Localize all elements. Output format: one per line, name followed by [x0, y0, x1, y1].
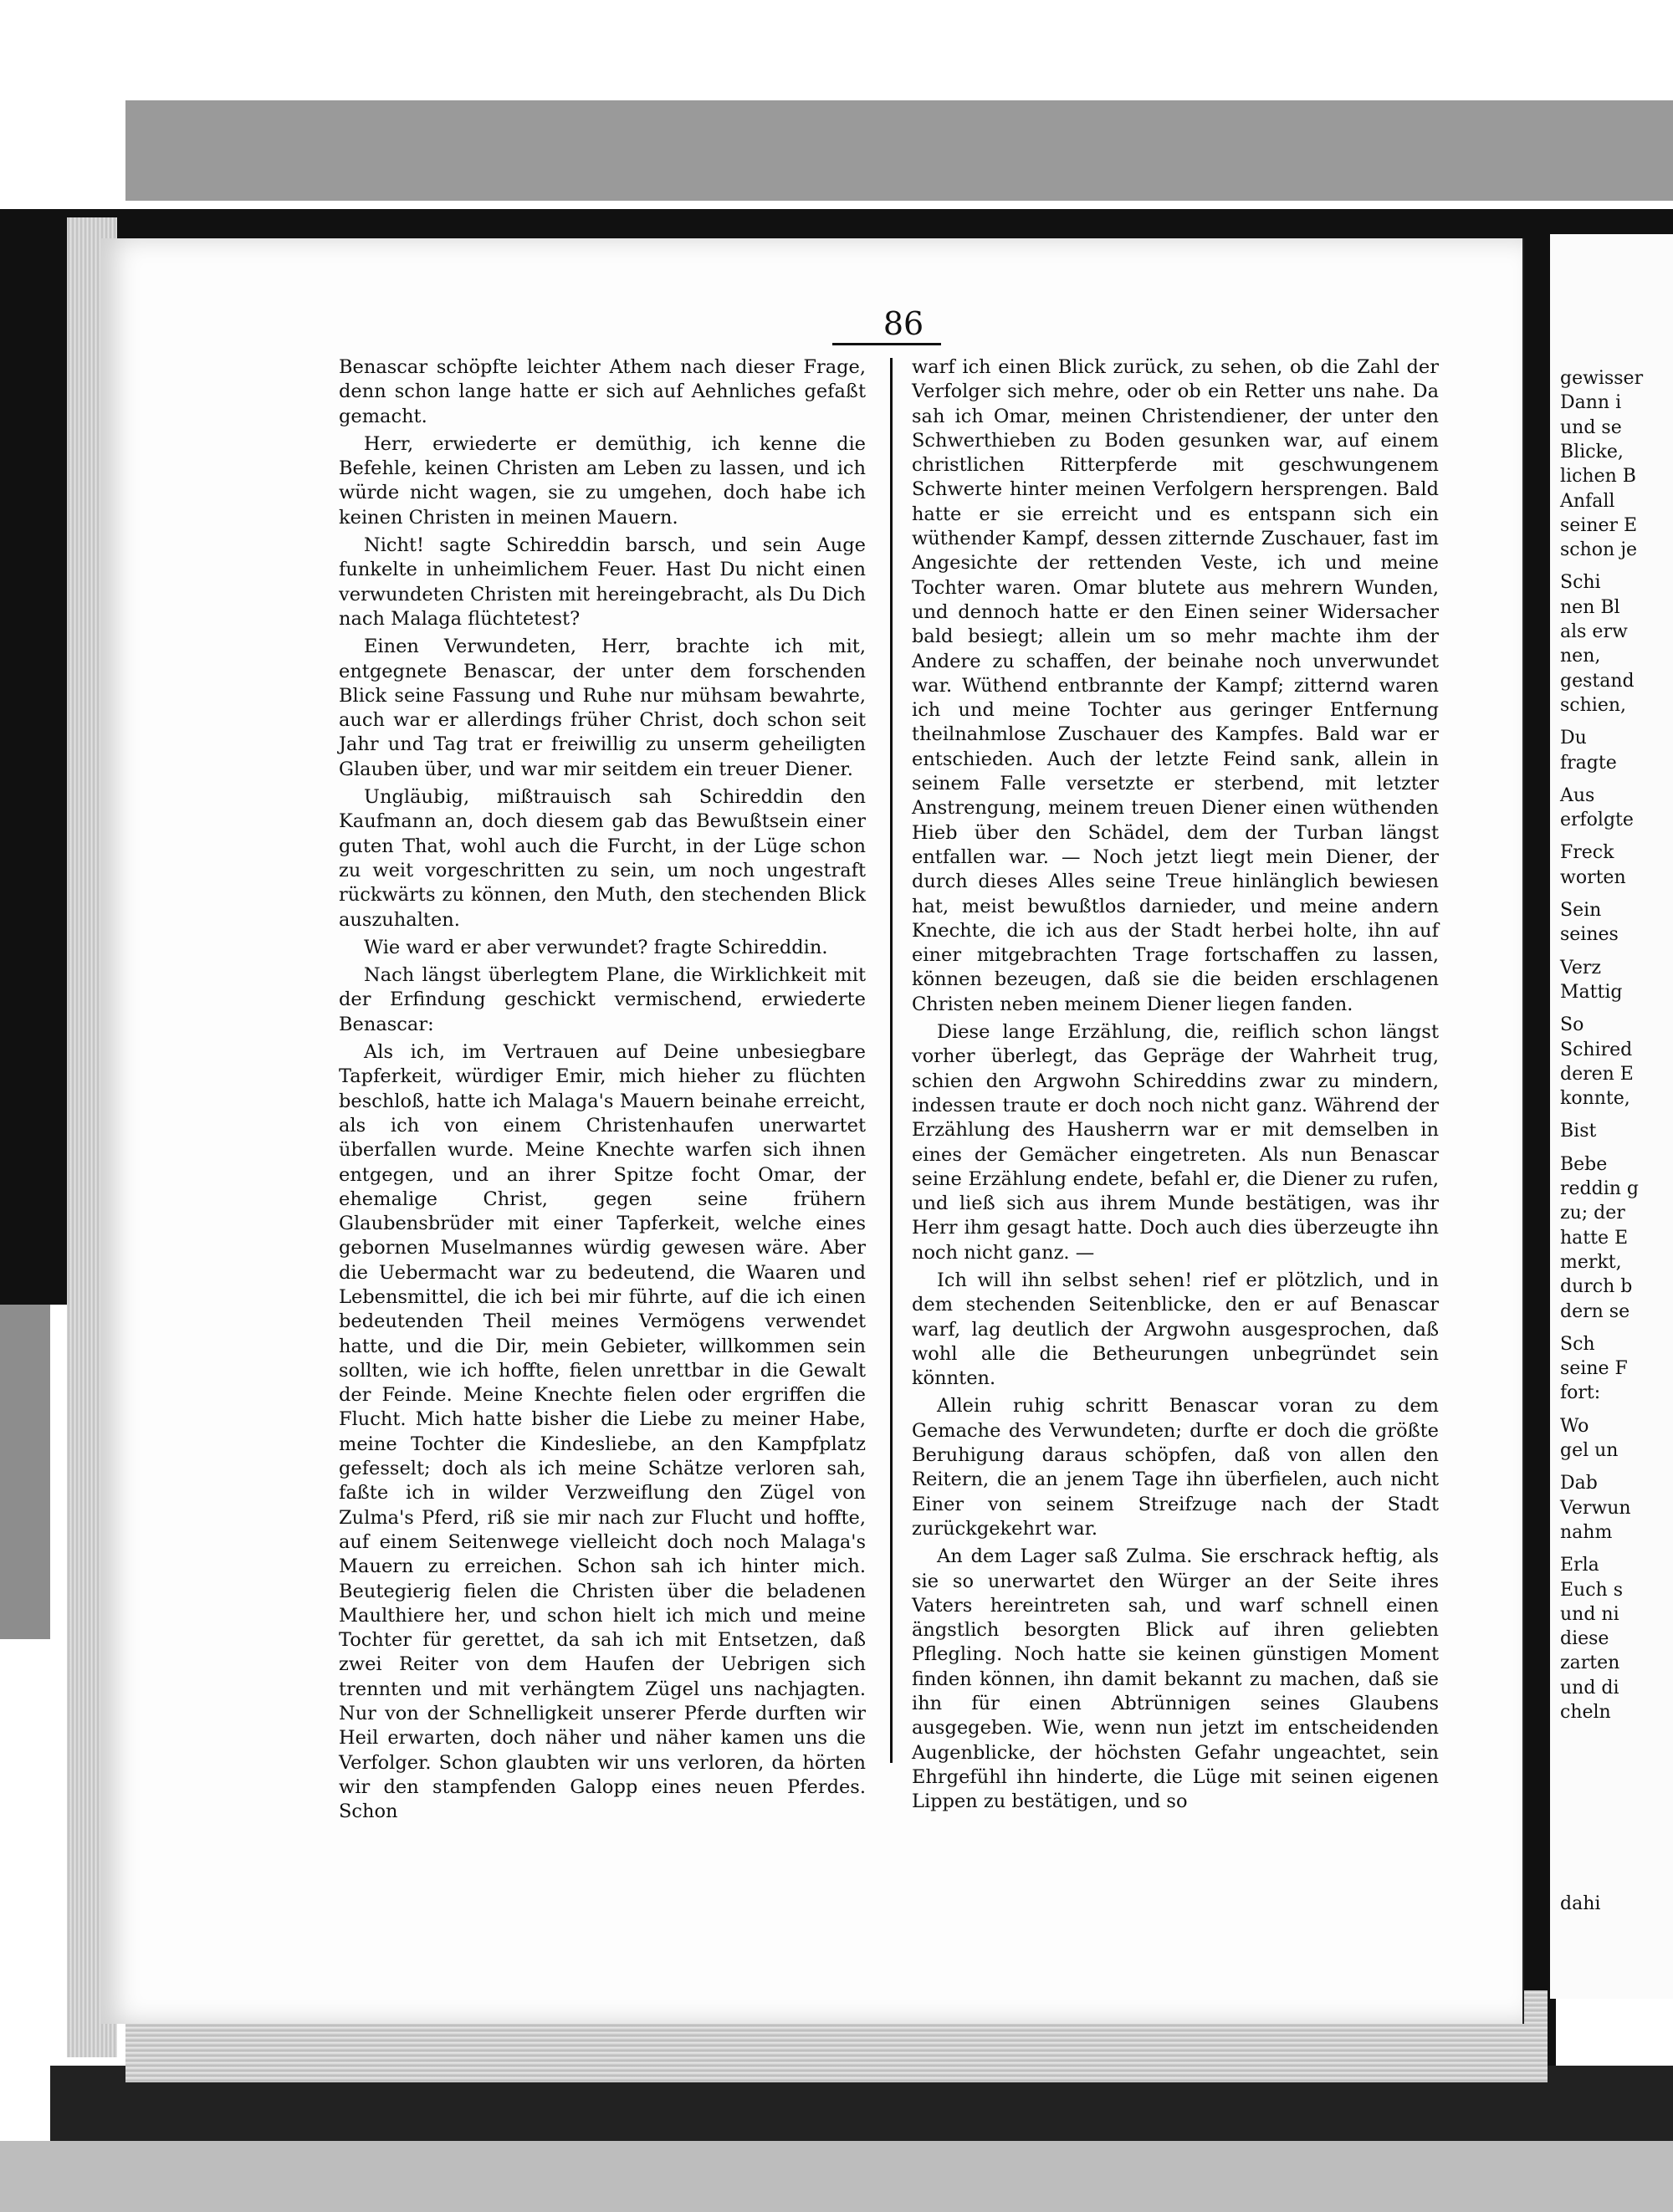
- facing-page-fragment: [1548, 234, 1673, 1999]
- column-divider: [890, 358, 893, 1763]
- facing-page-line-fragment: als erw: [1560, 621, 1628, 642]
- facing-page-line-fragment: zarten: [1560, 1653, 1620, 1674]
- facing-page-line-fragment: Dann i: [1560, 392, 1622, 414]
- facing-page-line-fragment: schien,: [1560, 694, 1626, 716]
- facing-page-line-fragment: Dab: [1560, 1473, 1598, 1494]
- facing-page-line-fragment: seine F: [1560, 1358, 1628, 1380]
- facing-page-line-fragment: Verz: [1560, 957, 1601, 978]
- facing-page-line-fragment: Du: [1560, 728, 1587, 749]
- facing-page-line-fragment: Schired: [1560, 1039, 1633, 1060]
- facing-page-line-fragment: durch b: [1560, 1276, 1633, 1298]
- facing-page-line-fragment: gewisser: [1560, 368, 1644, 389]
- facing-page-line-fragment: Sein: [1560, 900, 1602, 921]
- facing-page-line-fragment: lichen B: [1560, 466, 1636, 488]
- paragraph: Einen Verwundeten, Herr, brachte ich mit, entgegnete Benascar, der unter dem forschenden Blick seine Fassung und Ruhe nur mühsam bewahrte, auch war er allerdings früher Christ, doch schon seit Jahr und Tag trat er freiwillig zu unserm geheiligten Glauben über, und war mir seitdem ein treuer Diener.: [339, 636, 866, 780]
- paragraph: Herr, erwiederte er demüthig, ich kenne die Befehle, keinen Christen am Leben zu lassen, und ich würde nicht wagen, sie zu umgehen, doch habe ich keinen Christen in meinen Mauern.: [339, 432, 866, 529]
- facing-page-line-fragment: diese: [1560, 1628, 1609, 1650]
- facing-page-line-fragment: dern se: [1560, 1300, 1630, 1322]
- scan-shadow-top: [125, 100, 1673, 201]
- paragraph: Ich will ihn selbst sehen! rief er plötzlich, und in dem stechenden Seitenblicke, den er auf Benascar warf, lag deutlich der Argwohn ausgesprochen, daß wohl alle die Betheurungen unbegründet sein könnten.: [912, 1269, 1439, 1390]
- facing-page-line-fragment: cheln: [1560, 1702, 1611, 1723]
- facing-page-line-fragment: hatte E: [1560, 1227, 1629, 1249]
- facing-page-line-fragment: nen,: [1560, 646, 1601, 667]
- scan-background-top: [0, 0, 1673, 117]
- facing-page-line-fragment: nen Bl: [1560, 596, 1620, 618]
- facing-page-line-fragment: Mattig: [1560, 981, 1623, 1003]
- paragraph: An dem Lager saß Zulma. Sie erschrack heftig, als sie so unerwartet den Würger an der Seite ihres Vaters hereintreten sah, und warf schnell einen ängstlich besorgten Blick auf ihren geliebten Pflegling. Noch hatte sie keinen günstigen Moment finden können, ihn damit bekannt zu machen, daß sie ihn für einen Abtrünnigen seines Glaubens ausgegeben. Wie, wenn nun jetzt im entscheidenden Augenblicke, der höchsten Gefahr ungeachtet, sein Ehrgefühl ihn hinderte, die Lüge mit seinen eigenen Lippen zu bestätigen, und so: [912, 1545, 1439, 1813]
- facing-page-line-fragment: und di: [1560, 1677, 1619, 1699]
- facing-page-line-fragment: und ni: [1560, 1603, 1619, 1625]
- facing-page-line-fragment: Verwun: [1560, 1497, 1631, 1519]
- facing-page-line-fragment: Euch s: [1560, 1579, 1624, 1601]
- paragraph: Wie ward er aber verwundet? fragte Schireddin.: [364, 936, 828, 958]
- facing-page-line-fragment: deren E: [1560, 1063, 1634, 1085]
- facing-page-line-fragment: Aus: [1560, 784, 1595, 806]
- book-cover-left: [0, 209, 71, 1305]
- facing-page-line-fragment: Bebe: [1560, 1153, 1608, 1175]
- paragraph: Nicht! sagte Schireddin barsch, und sein Auge funkelte in unheimlichem Feuer. Hast Du nicht einen verwundeten Christen mit hereingebracht, als Du Dich nach Malaga flüchtetest?: [339, 534, 866, 630]
- facing-page-line-fragment: fragte: [1560, 752, 1617, 774]
- facing-page-line-fragment: merkt,: [1560, 1251, 1622, 1273]
- facing-page-line-fragment: Anfall: [1560, 490, 1615, 512]
- left-text-column: [339, 355, 866, 1828]
- paragraph: Benascar schöpfte leichter Athem nach dieser Frage, denn schon lange hatte er sich auf Aehnliches gefaßt gemacht.: [339, 356, 866, 427]
- facing-page-line-fragment: nahm: [1560, 1521, 1613, 1543]
- paragraph: Nach längst überlegtem Plane, die Wirklichkeit mit der Erfindung geschickt vermischend, erwiederte Benascar:: [339, 964, 866, 1035]
- right-text-column: [912, 355, 1439, 1818]
- facing-page-line-fragment: gel un: [1560, 1440, 1619, 1461]
- facing-page-line-fragment: fort:: [1560, 1382, 1601, 1404]
- facing-page-line-fragment: Sch: [1560, 1333, 1595, 1355]
- facing-page-line-fragment: seines: [1560, 924, 1619, 946]
- facing-page-line-fragment: und se: [1560, 416, 1622, 438]
- facing-page-line-fragment: So: [1560, 1014, 1584, 1036]
- facing-page-line-fragment: seiner E: [1560, 514, 1638, 536]
- facing-page-line-fragment: schon je: [1560, 539, 1638, 561]
- facing-page-line-fragment: gestand: [1560, 670, 1635, 692]
- paragraph: warf ich einen Blick zurück, zu sehen, ob die Zahl der Verfolger sich mehre, oder ob ein Retter uns nahe. Da sah ich Omar, meinen Christendiener, der unter den Schwerthieben zu Boden gesunken war, auf einem christlichen Ritterpferde mit geschwungenem Schwerte hinter meinen Verfolgern hersprengen. Bald hatte er sie erreicht und es entspann sich ein wüthender Kampf, dessen zitternde Zuschauer, fast im Angesichte der rettenden Veste, ich und meine Tochter waren. Omar blutete aus mehrern Wunden, und dennoch hatte er den Einen seiner Widersacher bald besiegt; allein um so mehr machte ihm der Andere zu schaffen, der beinahe noch unverwundet war. Wüthend entbrannte der Kampf; zitternd waren ich und meine Tochter aus geringer Entfernung theilnahmlose Zuschauer des Kampfes. Bald war er entschieden. Auch der letzte Feind sank, allein in seinem Falle versetzte er sterbend, mit letzter Anstrengung, meinem treuen Diener einen wüthenden Hieb über den Schädel, dem der Turban längst entfallen war. — Noch jetzt liegt mein Diener, der durch dieses Alles seine Treue hinlänglich bewiesen hat, meist bewußtlos darnieder, und meine andern Knechte, die ich aus der Stadt herbei holte, ihn auf einer mitgebrachten Trage fortschaffen zu lassen, können bezeugen, daß sie die beiden erschlagenen Christen neben meinem Diener liegen fanden.: [912, 356, 1439, 1015]
- paragraph: Allein ruhig schritt Benascar voran zu dem Gemache des Verwundeten; durfte er doch die größte Beruhigung daraus schöpfen, daß von allen den Reitern, die an jenem Tage ihn überfielen, auch nicht Einer von seinem Streifzuge nach der Stadt zurückgekehrt war.: [912, 1395, 1439, 1540]
- paragraph: Diese lange Erzählung, die, reiflich schon längst vorher überlegt, das Gepräge der Wahrheit trug, schien den Argwohn Schireddins zwar zu mindern, indessen traute er doch noch nicht ganz. Während der Erzählung des Hausherrn war er mit demselben in eines der Gemächer eingetreten. Als nun Benascar seine Erzählung endete, befahl er, die Diener zu rufen, und ließ sich aus ihrem Munde bestätigen, was ihr Herr ihm gesagt hatte. Doch auch dies überzeugte ihn noch nicht ganz. —: [912, 1021, 1439, 1264]
- book-cover-top-edge: [0, 209, 1673, 238]
- facing-page-line-fragment: Freck: [1560, 842, 1614, 864]
- paragraph: Ungläubig, mißtrauisch sah Schireddin den Kaufmann an, doch diesem gab das Bewußtsein einer guten That, wohl auch die Furcht, in der Lüge schon zu weit vorgeschritten zu sein, um noch ungestraft rückwärts zu können, den Muth, den stechenden Blick auszuhalten.: [339, 786, 866, 931]
- facing-page-line-fragment: Schi: [1560, 572, 1601, 594]
- page-number: 86: [883, 305, 924, 342]
- facing-page-line-fragment: konnte,: [1560, 1088, 1630, 1110]
- scan-shadow-left: [0, 1305, 50, 1639]
- page-number-rule: [832, 343, 941, 345]
- facing-page-line-fragment: Bist: [1560, 1121, 1597, 1142]
- facing-page-line-fragment: Wo: [1560, 1415, 1589, 1437]
- facing-page-line-fragment: zu; der: [1560, 1203, 1625, 1224]
- facing-page-line-fragment: Erla: [1560, 1555, 1599, 1576]
- facing-page-line-fragment: reddin g: [1560, 1178, 1639, 1199]
- facing-page-line-fragment: dahi: [1560, 1893, 1601, 1915]
- facing-page-line-fragment: erfolgte: [1560, 810, 1634, 831]
- facing-page-line-fragment: worten: [1560, 866, 1626, 888]
- facing-page-line-fragment: Blicke,: [1560, 441, 1624, 462]
- paragraph: Als ich, im Vertrauen auf Deine unbesiegbare Tapferkeit, würdiger Emir, mich hieher zu flüchten beschloß, hatte ich Malaga's Mauern beinahe erreicht, als ich von einem Christenhaufen unerwartet überfallen wurde. Meine Knechte warfen sich ihnen entgegen, und an ihrer Spitze focht Omar, der ehemalige Christ, gegen seine frühern Glaubensbrüder mit einer Tapferkeit, welche eines gebornen Muselmannes würdig gewesen wäre. Aber die Uebermacht war zu bedeutend, die Waaren und Lebensmittel, die ich bei mir führte, auf die ich einen bedeutenden Theil meines Vermögens verwendet hatte, und die Dir, mein Gebieter, willkommen sein sollten, wie ich hoffte, fielen unrettbar in die Gewalt der Feinde. Meine Knechte fielen oder ergriffen die Flucht. Mich hatte bisher die Liebe zu meiner Habe, meine Tochter die Kindesliebe, an den Kampfplatz gefesselt; doch als ich meine Schätze verloren sah, faßte ich in wilder Verzweiflung den Zügel von Zulma's Pferd, riß sie mir nach zur Flucht und hoffte, auf einem Seitenwege vielleicht doch noch Malaga's Mauern zu erreichen. Schon sah ich hinter mich. Beutegierig fielen die Christen über die beladenen Maulthiere her, und schon hielt ich mich und meine Tochter für gerettet, da sah ich mit Entsetzen, daß zwei Reiter von dem Haufen der Uebrigen sich trennten und mit verhängtem Zügel uns nachjagten. Nur von der Schnelligkeit unserer Pferde durften wir Heil erwarten, doch näher und näher kamen uns die Verfolger. Schon glaubten wir uns verloren, da hörten wir den stampfenden Galopp eines neuen Pferdes. Schon: [339, 1041, 866, 1823]
- scan-shadow-bottom: [0, 2141, 1673, 2212]
